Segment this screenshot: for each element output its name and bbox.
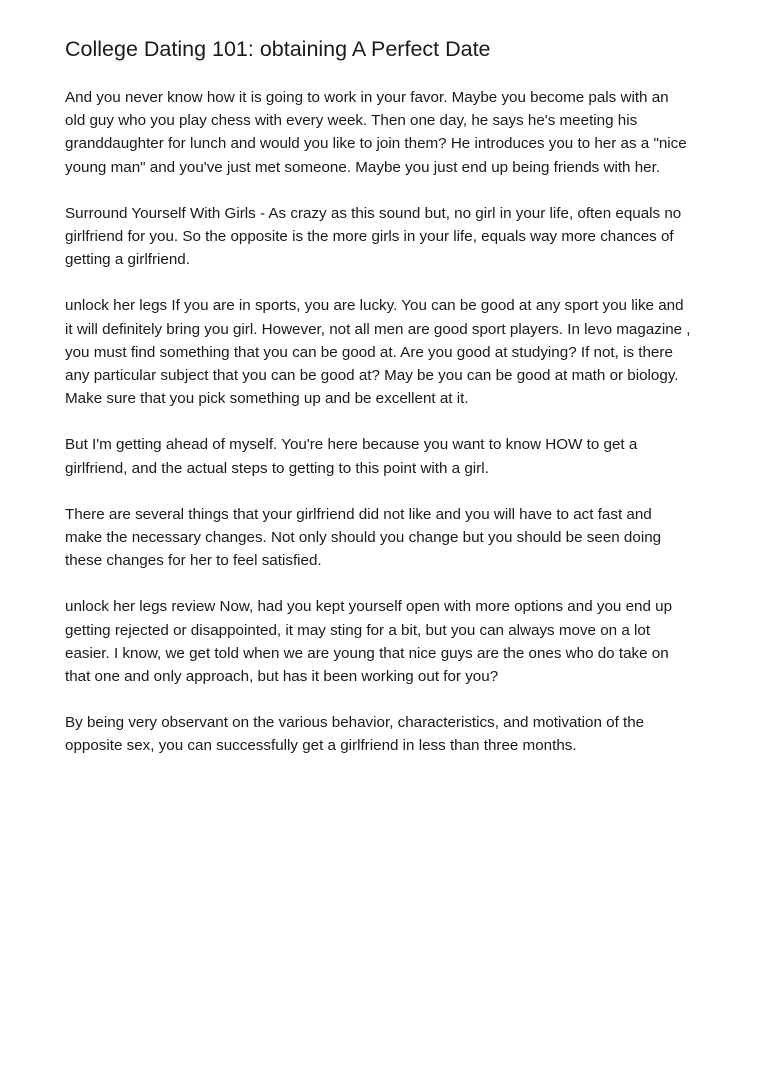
paragraph-7 [65, 711, 715, 757]
text-line: it will definitely bring you girl. However, not all men are good sport players. In levo magazine , [65, 320, 691, 338]
text-line: unlock her legs If you are in sports, you are lucky. You can be good at any sport you like and [65, 297, 684, 315]
text-line: But I'm getting ahead of myself. You're here because you want to know HOW to get a [65, 436, 638, 454]
text-line: you must find something that you can be good at. Are you good at studying? If not, is there [65, 343, 673, 361]
paragraph-3 [65, 294, 715, 410]
document-page [65, 34, 715, 781]
text-line: opposite sex, you can successfully get a girlfriend in less than three months. [65, 737, 577, 755]
text-line: Make sure that you pick something up and be excellent at it. [65, 390, 469, 408]
paragraph-1 [65, 86, 715, 179]
text-line: any particular subject that you can be good at? May be you can be good at math or biology. [65, 367, 679, 385]
text-line: unlock her legs review Now, had you kept yourself open with more options and you end up [65, 598, 673, 616]
text-line: make the necessary changes. Not only should you change but you should be seen doing [65, 529, 662, 547]
text-line: By being very observant on the various behavior, characteristics, and motivation of the [65, 714, 645, 732]
text-line: Surround Yourself With Girls - As crazy as this sound but, no girl in your life, often equals no [65, 204, 682, 222]
text-line: these changes for her to feel satisfied. [65, 552, 322, 570]
text-line: getting rejected or disappointed, it may sting for a bit, but you can always move on a lot [65, 621, 651, 639]
text-line: granddaughter for lunch and would you like to join them? He introduces you to her as a "nice [65, 135, 687, 153]
page-title: College Dating 101: obtaining A Perfect Date [65, 37, 491, 61]
paragraph-2 [65, 202, 715, 272]
text-line: There are several things that your girlfriend did not like and you will have to act fast and [65, 505, 652, 523]
paragraph-5 [65, 503, 715, 573]
text-line: young man" and you've just met someone. Maybe you just end up being friends with her. [65, 158, 661, 176]
text-line: that one and only approach, but has it been working out for you? [65, 668, 499, 686]
text-line: girlfriend for you. So the opposite is the more girls in your life, equals way more chances of [65, 228, 674, 246]
text-line: easier. I know, we get told when we are young that nice guys are the ones who do take on [65, 644, 669, 662]
paragraph-4 [65, 433, 715, 479]
text-line: And you never know how it is going to work in your favor. Maybe you become pals with an [65, 89, 669, 106]
text-line: old guy who you play chess with every week. Then one day, he says he's meeting his [65, 112, 638, 130]
text-line: getting a girlfriend. [65, 251, 190, 269]
text-line: girlfriend, and the actual steps to getting to this point with a girl. [65, 459, 489, 477]
paragraph-6 [65, 595, 715, 688]
